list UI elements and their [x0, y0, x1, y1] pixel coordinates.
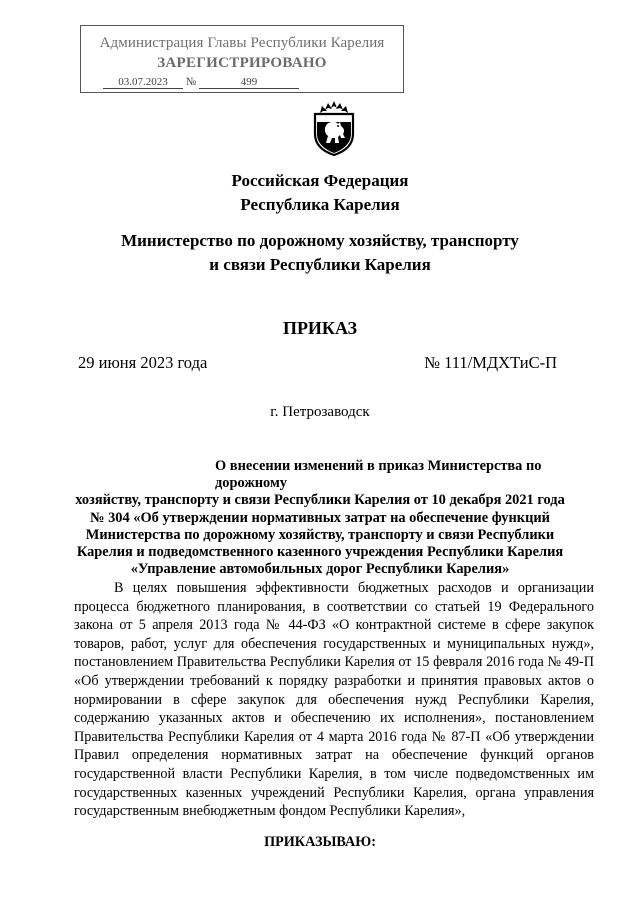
body-paragraph: В целях повышения эффективности бюджетных расходов и организации процесса бюджетного планирования, в соответствии со статьей 19 Федерального закона от 5 апреля 2013 года № 44-ФЗ «О контрактной системе в сфере закупок товаров, работ, услуг для обеспечения государственных и муниципальных нужд», постановлением Правительства Республики Карелия от 15 февраля 2016 года № 49-П «Об утверждении требований к порядку разработки и принятия правовых актов о нормировании в сфере закупок для обеспечения нужд Республики Карелия, содержанию указанных актов и обеспечению их исполнения», постановлением Правительства Республики Карелия от 4 марта 2016 года № 87-П «Об утверждении Правил определения нормативных затрат на обеспечение функций органов государственной власти Республики Карелия, в том числе подведомственных им государственных казенных учреждений Республики Карелия, органа управления государственным внебюджетным фондом Республики Карелия»,: [74, 580, 594, 820]
title-line: № 304 «Об утверждении нормативных затрат на обеспечение функций: [90, 509, 550, 526]
stamp-number-label: №: [185, 76, 197, 88]
order-word: ПРИКАЗЫВАЮ:: [264, 834, 376, 850]
karelia-coat-of-arms-icon: [311, 100, 357, 156]
header-country: Российская Федерация: [231, 171, 409, 190]
stamp-number: 499: [199, 76, 299, 89]
title-line: хозяйству, транспорту и связи Республики Карелия от 10 декабря 2021 года: [75, 492, 565, 509]
stamp-administration: Администрация Главы Республики Карелия: [99, 35, 385, 51]
header-ministry-line2: и связи Республики Карелия: [209, 255, 431, 274]
order-number: № 111/МДХТиС-П: [424, 353, 557, 372]
stamp-date-number: [103, 76, 299, 89]
title-line: Министерства по дорожному хозяйству, транспорту и связи Республики: [85, 526, 555, 543]
stamp-registered: ЗАРЕГИСТРИРОВАНО: [157, 55, 327, 71]
order-date: 29 июня 2023 года: [78, 353, 208, 372]
header-republic: Республика Карелия: [240, 195, 400, 214]
document-type: ПРИКАЗ: [282, 318, 358, 338]
order-title: [75, 458, 565, 578]
stamp-date: 03.07.2023: [103, 76, 183, 89]
title-line: Карелия и подведомственного казенного учреждения Республики Карелия: [76, 544, 564, 561]
registration-stamp: [80, 25, 404, 93]
title-line: О внесении изменений в приказ Министерства по дорожному: [215, 458, 542, 492]
city: г. Петрозаводск: [270, 404, 370, 420]
header-ministry-line1: Министерство по дорожному хозяйству, транспорту: [121, 231, 519, 250]
title-line: «Управление автомобильных дорог Республики Карелия»: [130, 561, 510, 578]
